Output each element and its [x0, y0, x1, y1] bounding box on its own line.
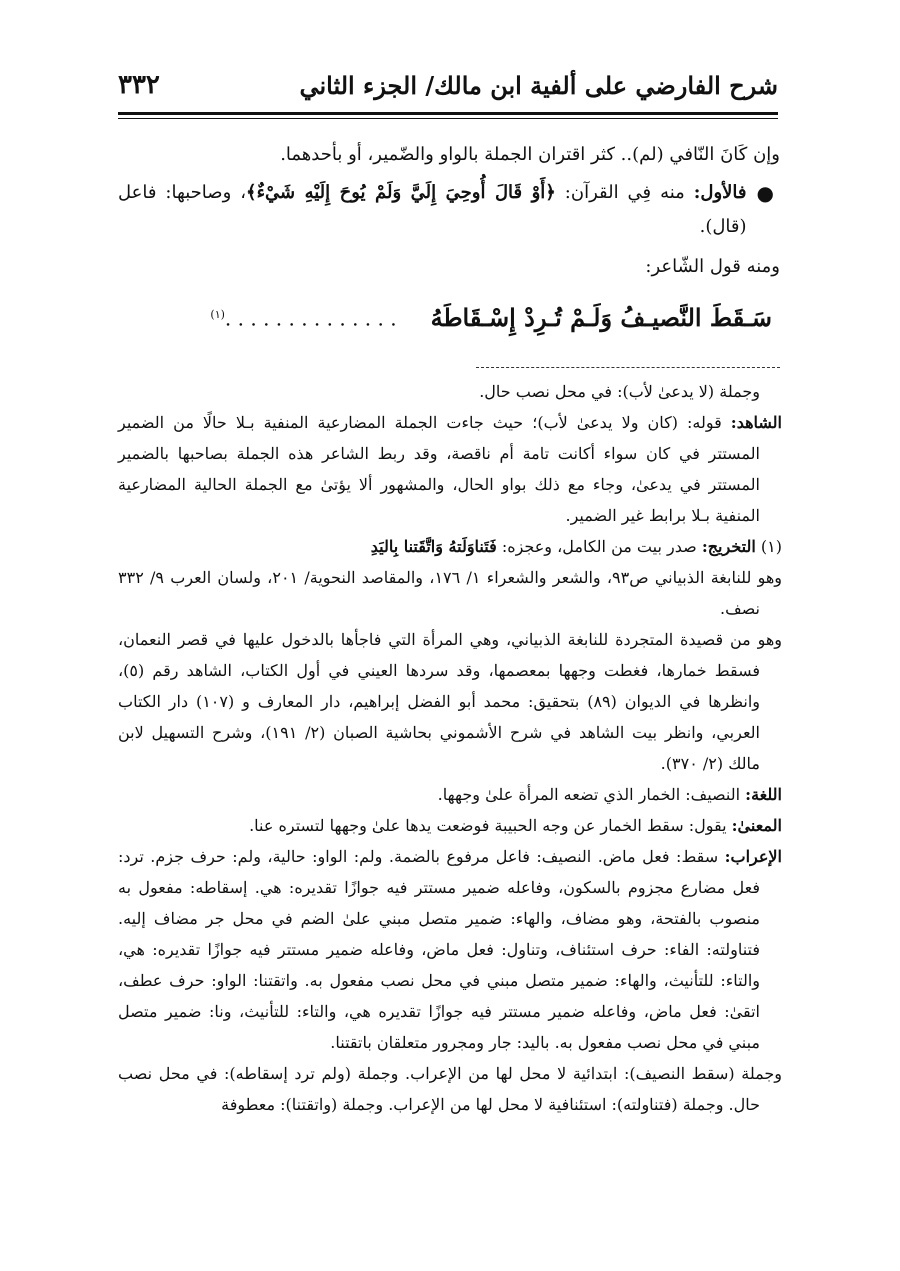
verse-dots: . . . . . . . . . . . . . . — [224, 306, 397, 331]
header-rule-thick — [118, 112, 778, 115]
takhrij-number: (١) — [760, 537, 782, 556]
lugha-text: النصيف: الخمار الذي تضعه المرأة علىٰ وجهها. — [437, 785, 741, 804]
intro-paragraph: وإن كَانَ النّافي (لم).. كثر اقتران الجملة بالواو والضّمير، أو بأحدهما. — [280, 144, 780, 165]
takhrij-text: صدر بيت من الكامل، وعجزه: — [501, 537, 697, 556]
note-mana — [118, 810, 782, 841]
verse-line — [118, 298, 780, 336]
shahid-text: قوله: (كان ولا يدعىٰ لأب)؛ حيث جاءت الجملة المضارعية المنفية بـلا حالًا من الضمير المستتر في كان سواء أكانت تامة أم ناقصة، وقد ربط الشاعر هذه الجملة بصاحبها بالضمير المستتر في يدعىٰ، وجاء مع ذلك بواو الحال، والمشهور ألا يؤتىٰ مع الجملة الحالية المضارعية المنفية بـلا برابط غير الضمير. — [118, 413, 760, 525]
header-rule-thin — [118, 118, 778, 119]
note-shahid — [118, 407, 782, 531]
note-takhrij — [118, 531, 782, 562]
first-case-text-a: منه فِي القرآن: — [564, 182, 685, 203]
footnote-marker: (١) — [210, 308, 225, 321]
lugha-label: اللغة: — [745, 785, 782, 804]
verse-second-half-dots — [210, 298, 396, 336]
mana-label: المعنىٰ: — [731, 816, 782, 835]
footnote-separator — [476, 367, 780, 368]
first-case-text-b: ، وصاحبها: فاعل (قال). — [118, 182, 747, 237]
note-irab — [118, 841, 782, 1058]
first-case-item — [118, 176, 780, 244]
irab-label: الإعراب: — [724, 847, 782, 866]
bullet-icon: ● — [756, 181, 774, 205]
page-number: ٣٣٢ — [118, 70, 160, 100]
footnotes — [118, 376, 782, 1120]
note-sources: وهو للنابغة الذبياني ص٩٣، والشعر والشعراء ١/ ١٧٦، والمقاصد النحوية/ ٢٠١، ولسان العرب ٩/ ٣٣٢ نصف. — [118, 568, 783, 618]
takhrij-ajz: فَتَناوَلَتهُ وَاتَّقَتنا بِاليَدِ — [370, 537, 497, 556]
note-hal-line: وجملة (لا يدعىٰ لأب): في محل نصب حال. — [479, 382, 760, 401]
page-header — [118, 62, 778, 108]
first-case-label: فالأول: — [693, 182, 747, 203]
note-lugha — [118, 779, 782, 810]
irab-text: سقط: فعل ماض. النصيف: فاعل مرفوع بالضمة. ولم: الواو: حالية، ولم: حرف جزم. ترد: فعل مضارع مجزوم بالسكون، وفاعله ضمير مستتر فيه جوازًا تقديره: هي. إسقاطه: مفعول به منصوب بالفتحة، وهو مضاف، والهاء: ضمير متصل مبني علىٰ الضم في محل جر مضاف إليه. فتناولته: الفاء: حرف استئناف، وتناول: فعل ماض، وفاعله ضمير مستتر فيه جوازًا تقديره: هي، والتاء: للتأنيث، والهاء: ضمير متصل مبني في محل نصب مفعول به. واتقتنا: الواو: حرف عطف، اتقىٰ: فعل ماض، وفاعله ضمير مستتر فيه جوازًا تقديره هي، والتاء: للتأنيث، ونا: ضمير متصل مبني في محل نصب مفعول به. باليد: جار ومجرور متعلقان باتقتنا. — [118, 847, 760, 1052]
note-qasida: وهو من قصيدة المتجردة للنابغة الذبياني، وهي المرأة التي فاجأها بالدخول عليها في قصر النعمان، فسقط خمارها، فغطت وجهها بمعصمها، وقد سردها العيني في أول الكتاب، الشاهد رقم (٥)، وانظرها في الديوان (٨٩) بتحقيق: محمد أبو الفضل إبراهيم، دار المعارف و (١٠٧) دار الكتاب العربي، وانظر بيت الشاهد في شرح الأشموني بحاشية الصبان (٢/ ١٩١)، وشرح التسهيل لابن مالك (٢/ ٣٧٠). — [118, 630, 782, 773]
running-title: شرح الفارضي على ألفية ابن مالك/ الجزء الثاني — [299, 70, 778, 100]
poet-intro: ومنه قول الشّاعر: — [645, 256, 780, 277]
mana-text: يقول: سقط الخمار عن وجه الحبيبة فوضعت يدها علىٰ وجهها لتستره عنا. — [249, 816, 727, 835]
quran-quote: ﴿أَوْ قَالَ أُوحِيَ إِلَيَّ وَلَمْ يُوحَ إِلَيْهِ شَيْءٌ﴾ — [246, 182, 556, 203]
shahid-label: الشاهد: — [730, 413, 782, 432]
first-case-text — [118, 176, 747, 244]
main-text — [118, 138, 780, 336]
takhrij-label: التخريج: — [701, 537, 756, 556]
note-jumal: وجملة (سقط النصيف): ابتدائية لا محل لها من الإعراب. وجملة (ولم ترد إسقاطه): في محل نصب حال. وجملة (فتناولته): استئنافية لا محل لها من الإعراب. وجملة (واتقتنا): معطوفة — [118, 1064, 782, 1114]
verse-first-half: سَـقَطَ النَّصيـفُ وَلَـمْ تُـرِدْ إِسْـقَاطَهُ — [430, 302, 772, 332]
